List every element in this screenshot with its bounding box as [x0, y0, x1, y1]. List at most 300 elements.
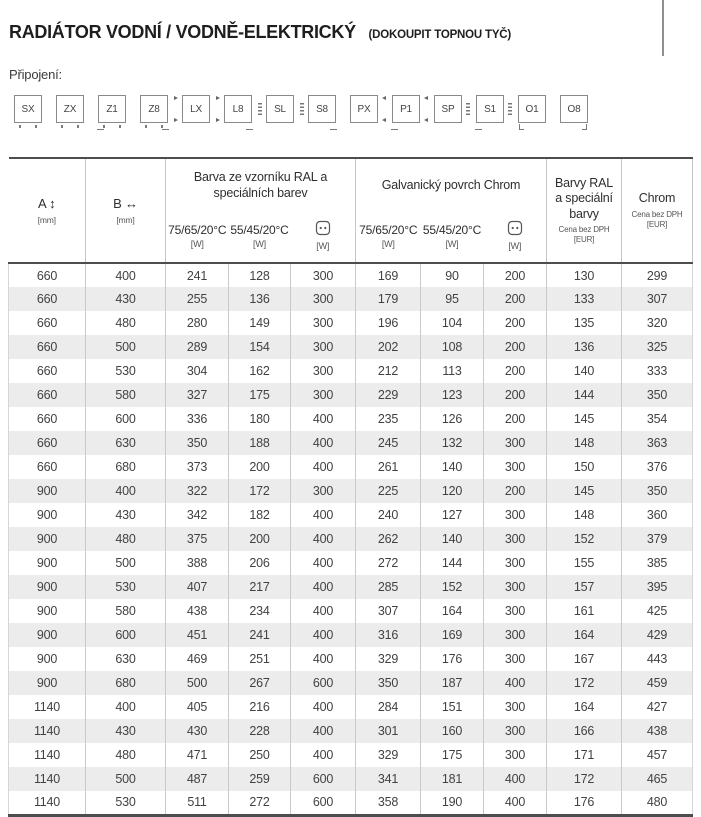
- connection-type-sl: [266, 95, 294, 123]
- table-cell: 200: [229, 527, 291, 551]
- table-cell: 443: [622, 647, 693, 671]
- table-cell: 465: [622, 767, 693, 791]
- table-cell: 395: [622, 575, 693, 599]
- table-cell: 322: [166, 479, 229, 503]
- connection-box-label: P1: [392, 95, 420, 123]
- table-cell: 127: [421, 503, 484, 527]
- table-cell: 300: [484, 575, 547, 599]
- group-chrom-title: Galvanický povrch Chrom: [381, 178, 521, 193]
- table-cell: 530: [86, 575, 166, 599]
- table-row: [9, 455, 693, 479]
- column-header-price-ral: [547, 158, 622, 263]
- table-cell: 250: [229, 743, 291, 767]
- table-cell: 580: [86, 599, 166, 623]
- table-header: [9, 158, 693, 263]
- connection-mark: [258, 103, 262, 115]
- table-cell: 272: [229, 791, 291, 815]
- table-cell: 157: [547, 575, 622, 599]
- table-cell: 375: [166, 527, 229, 551]
- table-cell: 600: [86, 407, 166, 431]
- connection-mark: [582, 124, 587, 130]
- connection-type-o8: [560, 95, 588, 123]
- table-cell: 145: [547, 479, 622, 503]
- table-cell: 132: [421, 431, 484, 455]
- table-cell: 300: [291, 287, 356, 311]
- connections-label: Připojení:: [9, 67, 62, 82]
- table-cell: 600: [86, 623, 166, 647]
- table-cell: 140: [421, 527, 484, 551]
- connection-mark: [101, 125, 123, 128]
- table-cell: 152: [547, 527, 622, 551]
- table-cell: 136: [547, 335, 622, 359]
- table-cell: 229: [356, 383, 421, 407]
- ral-5545-label: 55/45/20°C: [230, 222, 289, 237]
- connection-type-sp: [434, 95, 462, 123]
- table-cell: 175: [421, 743, 484, 767]
- table-cell: 171: [547, 743, 622, 767]
- table-cell: 148: [547, 431, 622, 455]
- table-cell: 429: [622, 623, 693, 647]
- connection-box-label: SP: [434, 95, 462, 123]
- table-cell: 172: [547, 671, 622, 695]
- table-cell: 400: [291, 743, 356, 767]
- table-row: [9, 791, 693, 815]
- subheader-ral-5545: [229, 213, 291, 263]
- width-b-label: B ↔: [113, 195, 138, 211]
- table-cell: 660: [9, 407, 86, 431]
- table-cell: 500: [166, 671, 229, 695]
- table-cell: 388: [166, 551, 229, 575]
- table-cell: 240: [356, 503, 421, 527]
- table-cell: 327: [166, 383, 229, 407]
- table-cell: 235: [356, 407, 421, 431]
- table-cell: 217: [229, 575, 291, 599]
- table-row: [9, 335, 693, 359]
- connection-mark: [59, 125, 81, 128]
- table-cell: 400: [86, 479, 166, 503]
- chrom-5545-label: 55/45/20°C: [422, 222, 482, 237]
- connection-box-label: S1: [476, 95, 504, 123]
- table-row: [9, 287, 693, 311]
- table-cell: 900: [9, 503, 86, 527]
- table-body: [9, 263, 693, 815]
- table-cell: 487: [166, 767, 229, 791]
- page-top-divider: [662, 0, 664, 56]
- table-cell: 152: [421, 575, 484, 599]
- connection-box-label: LX: [182, 95, 210, 123]
- table-cell: 425: [622, 599, 693, 623]
- table-row: [9, 551, 693, 575]
- table-cell: 300: [291, 311, 356, 335]
- table-cell: 301: [356, 719, 421, 743]
- table-cell: 530: [86, 359, 166, 383]
- table-cell: 130: [547, 263, 622, 287]
- table-cell: 316: [356, 623, 421, 647]
- table-cell: 300: [484, 695, 547, 719]
- table-cell: 1140: [9, 719, 86, 743]
- table-cell: 154: [229, 335, 291, 359]
- table-cell: 200: [484, 479, 547, 503]
- table-cell: 216: [229, 695, 291, 719]
- table-cell: 900: [9, 575, 86, 599]
- table-cell: 179: [356, 287, 421, 311]
- price-ral-title: Barvy RAL a speciální barvy: [555, 175, 613, 221]
- table-cell: 299: [622, 263, 693, 287]
- table-row: [9, 383, 693, 407]
- group-header-chrom: [356, 158, 547, 213]
- table-cell: 400: [291, 527, 356, 551]
- table-cell: 300: [484, 455, 547, 479]
- connection-mark: [143, 125, 165, 128]
- height-a-label: A ↕: [38, 195, 56, 211]
- table-row: [9, 527, 693, 551]
- connection-mark: [300, 103, 304, 115]
- ral-electric-unit: [W]: [316, 241, 330, 251]
- connection-box-label: SX: [14, 95, 42, 123]
- table-cell: 660: [9, 311, 86, 335]
- table-row: [9, 431, 693, 455]
- subheader-chrom-electric: [484, 213, 547, 263]
- table-cell: 300: [291, 263, 356, 287]
- table-cell: 900: [9, 623, 86, 647]
- table-cell: 200: [484, 263, 547, 287]
- connection-type-l8: [224, 95, 252, 123]
- table-cell: 182: [229, 503, 291, 527]
- table-cell: 300: [291, 383, 356, 407]
- column-header-width-b: [86, 158, 166, 263]
- table-cell: 225: [356, 479, 421, 503]
- table-row: [9, 695, 693, 719]
- table-cell: 680: [86, 671, 166, 695]
- table-cell: 140: [547, 359, 622, 383]
- connection-type-s8: [308, 95, 336, 123]
- table-cell: 341: [356, 767, 421, 791]
- table-cell: 155: [547, 551, 622, 575]
- table-cell: 267: [229, 671, 291, 695]
- table-cell: 400: [484, 791, 547, 815]
- table-cell: 511: [166, 791, 229, 815]
- table-cell: 190: [421, 791, 484, 815]
- table-cell: 329: [356, 647, 421, 671]
- table-cell: 400: [291, 407, 356, 431]
- table-cell: 300: [291, 479, 356, 503]
- connection-type-sx: [14, 95, 42, 123]
- table-cell: 373: [166, 455, 229, 479]
- price-ral-subtitle: Cena bez DPH [EUR]: [558, 225, 610, 245]
- height-a-unit: [mm]: [37, 214, 56, 225]
- table-cell: 480: [86, 527, 166, 551]
- connection-mark: [475, 129, 482, 130]
- connection-mark: [330, 129, 337, 130]
- table-cell: 600: [291, 767, 356, 791]
- connection-box-label: ZX: [56, 95, 84, 123]
- table-cell: 500: [86, 767, 166, 791]
- table-cell: 149: [229, 311, 291, 335]
- table-cell: 405: [166, 695, 229, 719]
- table-row: [9, 359, 693, 383]
- table-row: [9, 479, 693, 503]
- table-cell: 350: [622, 383, 693, 407]
- connection-mark: [381, 96, 386, 122]
- table-cell: 164: [547, 623, 622, 647]
- table-cell: 104: [421, 311, 484, 335]
- table-cell: 427: [622, 695, 693, 719]
- table-cell: 500: [86, 551, 166, 575]
- table-cell: 325: [622, 335, 693, 359]
- table-cell: 200: [484, 359, 547, 383]
- table-cell: 284: [356, 695, 421, 719]
- connection-mark: [246, 129, 253, 130]
- table-cell: 307: [356, 599, 421, 623]
- table-cell: 300: [484, 647, 547, 671]
- table-cell: 354: [622, 407, 693, 431]
- table-cell: 108: [421, 335, 484, 359]
- table-cell: 144: [547, 383, 622, 407]
- table-row: [9, 503, 693, 527]
- table-cell: 95: [421, 287, 484, 311]
- connection-type-lx: [182, 95, 210, 123]
- power-socket-icon: [507, 220, 523, 236]
- table-cell: 430: [86, 287, 166, 311]
- table-cell: 148: [547, 503, 622, 527]
- table-cell: 176: [547, 791, 622, 815]
- table-row: [9, 767, 693, 791]
- table-cell: 128: [229, 263, 291, 287]
- table-cell: 329: [356, 743, 421, 767]
- table-cell: 164: [421, 599, 484, 623]
- table-cell: 660: [9, 287, 86, 311]
- ral-7565-unit: [W]: [190, 238, 204, 249]
- connection-box-label: S8: [308, 95, 336, 123]
- table-cell: 251: [229, 647, 291, 671]
- table-cell: 400: [291, 455, 356, 479]
- table-cell: 630: [86, 647, 166, 671]
- table-cell: 1140: [9, 791, 86, 815]
- table-cell: 358: [356, 791, 421, 815]
- connection-mark: [466, 103, 470, 115]
- table-cell: 600: [291, 791, 356, 815]
- table-cell: 196: [356, 311, 421, 335]
- table-cell: 400: [484, 767, 547, 791]
- chrom-7565-label: 75/65/20°C: [359, 222, 418, 237]
- table-cell: 400: [291, 647, 356, 671]
- table-cell: 500: [86, 335, 166, 359]
- table-row: [9, 575, 693, 599]
- table-cell: 228: [229, 719, 291, 743]
- table-cell: 123: [421, 383, 484, 407]
- table-cell: 200: [484, 287, 547, 311]
- table-cell: 188: [229, 431, 291, 455]
- table-cell: 300: [484, 599, 547, 623]
- table-cell: 438: [166, 599, 229, 623]
- table-cell: 144: [421, 551, 484, 575]
- table-cell: 120: [421, 479, 484, 503]
- table-cell: 300: [484, 623, 547, 647]
- table-cell: 304: [166, 359, 229, 383]
- table-cell: 285: [356, 575, 421, 599]
- ral-7565-label: 75/65/20°C: [168, 222, 227, 237]
- table-cell: 212: [356, 359, 421, 383]
- table-cell: 241: [166, 263, 229, 287]
- connection-box-label: Z8: [140, 95, 168, 123]
- table-cell: 133: [547, 287, 622, 311]
- table-cell: 400: [86, 263, 166, 287]
- connection-mark: [519, 124, 524, 130]
- connection-type-zx: [56, 95, 84, 123]
- subheader-ral-7565: [166, 213, 229, 263]
- table-cell: 307: [622, 287, 693, 311]
- connection-box-label: SL: [266, 95, 294, 123]
- table-cell: 176: [421, 647, 484, 671]
- page-title-note: (DOKOUPIT TOPNOU TYČ): [368, 29, 512, 41]
- table-cell: 300: [484, 431, 547, 455]
- table-row: [9, 743, 693, 767]
- table-row: [9, 599, 693, 623]
- table-cell: 202: [356, 335, 421, 359]
- table-cell: 320: [622, 311, 693, 335]
- table-cell: 272: [356, 551, 421, 575]
- table-cell: 300: [484, 743, 547, 767]
- table-cell: 430: [86, 503, 166, 527]
- table-cell: 166: [547, 719, 622, 743]
- table-row: [9, 623, 693, 647]
- table-cell: 245: [356, 431, 421, 455]
- table-row: [9, 671, 693, 695]
- subheader-ral-electric: [291, 213, 356, 263]
- table-cell: 400: [291, 719, 356, 743]
- table-cell: 660: [9, 359, 86, 383]
- connection-type-s1: [476, 95, 504, 123]
- table-cell: 200: [484, 311, 547, 335]
- connection-box-label: L8: [224, 95, 252, 123]
- table-cell: 660: [9, 263, 86, 287]
- connection-mark: [423, 96, 428, 122]
- column-header-price-chrom: [622, 158, 693, 263]
- table-cell: 162: [229, 359, 291, 383]
- table-cell: 151: [421, 695, 484, 719]
- table-cell: 400: [291, 695, 356, 719]
- connection-mark: [508, 103, 512, 115]
- connection-mark: [391, 129, 398, 130]
- table-cell: 680: [86, 455, 166, 479]
- table-cell: 480: [86, 743, 166, 767]
- table-cell: 900: [9, 671, 86, 695]
- connection-box-label: O8: [560, 95, 588, 123]
- table-cell: 300: [291, 335, 356, 359]
- table-cell: 180: [229, 407, 291, 431]
- table-cell: 480: [86, 311, 166, 335]
- table-cell: 376: [622, 455, 693, 479]
- chrom-5545-unit: [W]: [445, 238, 459, 249]
- table-cell: 262: [356, 527, 421, 551]
- connection-mark: [216, 96, 221, 122]
- table-cell: 161: [547, 599, 622, 623]
- table-cell: 400: [291, 431, 356, 455]
- table-cell: 363: [622, 431, 693, 455]
- table-cell: 400: [291, 575, 356, 599]
- connection-type-z1: [98, 95, 126, 123]
- price-chrom-title: Chrom: [638, 191, 676, 206]
- table-cell: 280: [166, 311, 229, 335]
- table-cell: 400: [484, 671, 547, 695]
- price-chrom-subtitle: Cena bez DPH [EUR]: [631, 209, 683, 229]
- group-header-ral: [166, 158, 356, 213]
- table-cell: 172: [229, 479, 291, 503]
- connection-type-p1: [392, 95, 420, 123]
- table-cell: 135: [547, 311, 622, 335]
- table-cell: 360: [622, 503, 693, 527]
- chrom-7565-unit: [W]: [381, 238, 395, 249]
- table-row: [9, 647, 693, 671]
- table-row: [9, 263, 693, 287]
- chrom-electric-unit: [W]: [508, 241, 522, 251]
- table-cell: 471: [166, 743, 229, 767]
- table-cell: 200: [484, 407, 547, 431]
- table-cell: 900: [9, 551, 86, 575]
- table-cell: 300: [484, 503, 547, 527]
- table-cell: 407: [166, 575, 229, 599]
- table-cell: 400: [291, 503, 356, 527]
- table-cell: 261: [356, 455, 421, 479]
- page-title: RADIÁTOR VODNÍ / VODNĚ-ELEKTRICKÝ: [9, 22, 356, 42]
- connection-type-px: [350, 95, 378, 123]
- table-cell: 438: [622, 719, 693, 743]
- table-cell: 333: [622, 359, 693, 383]
- radiator-spec-table: [8, 157, 693, 817]
- table-cell: 350: [356, 671, 421, 695]
- table-row: [9, 719, 693, 743]
- table-cell: 187: [421, 671, 484, 695]
- table-cell: 126: [421, 407, 484, 431]
- table-cell: 400: [291, 551, 356, 575]
- table-cell: 400: [291, 599, 356, 623]
- table-cell: 457: [622, 743, 693, 767]
- table-cell: 289: [166, 335, 229, 359]
- table-cell: 172: [547, 767, 622, 791]
- connection-icons-row: [14, 95, 701, 123]
- table-cell: 350: [622, 479, 693, 503]
- column-header-height-a: [9, 158, 86, 263]
- table-cell: 1140: [9, 695, 86, 719]
- table-cell: 200: [484, 383, 547, 407]
- table-cell: 140: [421, 455, 484, 479]
- table-cell: 900: [9, 479, 86, 503]
- table-cell: 1140: [9, 767, 86, 791]
- subheader-chrom-5545: [421, 213, 484, 263]
- power-socket-icon: [315, 220, 331, 236]
- table-cell: 630: [86, 431, 166, 455]
- table-cell: 660: [9, 455, 86, 479]
- table-cell: 145: [547, 407, 622, 431]
- connection-mark: [162, 129, 169, 130]
- table-cell: 206: [229, 551, 291, 575]
- table-cell: 169: [421, 623, 484, 647]
- table-cell: 430: [166, 719, 229, 743]
- connection-box-label: O1: [518, 95, 546, 123]
- table-cell: 1140: [9, 743, 86, 767]
- connection-box-label: PX: [350, 95, 378, 123]
- table-cell: 200: [229, 455, 291, 479]
- connection-box-label: Z1: [98, 95, 126, 123]
- table-cell: 300: [291, 359, 356, 383]
- table-cell: 350: [166, 431, 229, 455]
- table-cell: 259: [229, 767, 291, 791]
- table-cell: 150: [547, 455, 622, 479]
- table-cell: 900: [9, 599, 86, 623]
- table-cell: 113: [421, 359, 484, 383]
- table-cell: 459: [622, 671, 693, 695]
- table-cell: 255: [166, 287, 229, 311]
